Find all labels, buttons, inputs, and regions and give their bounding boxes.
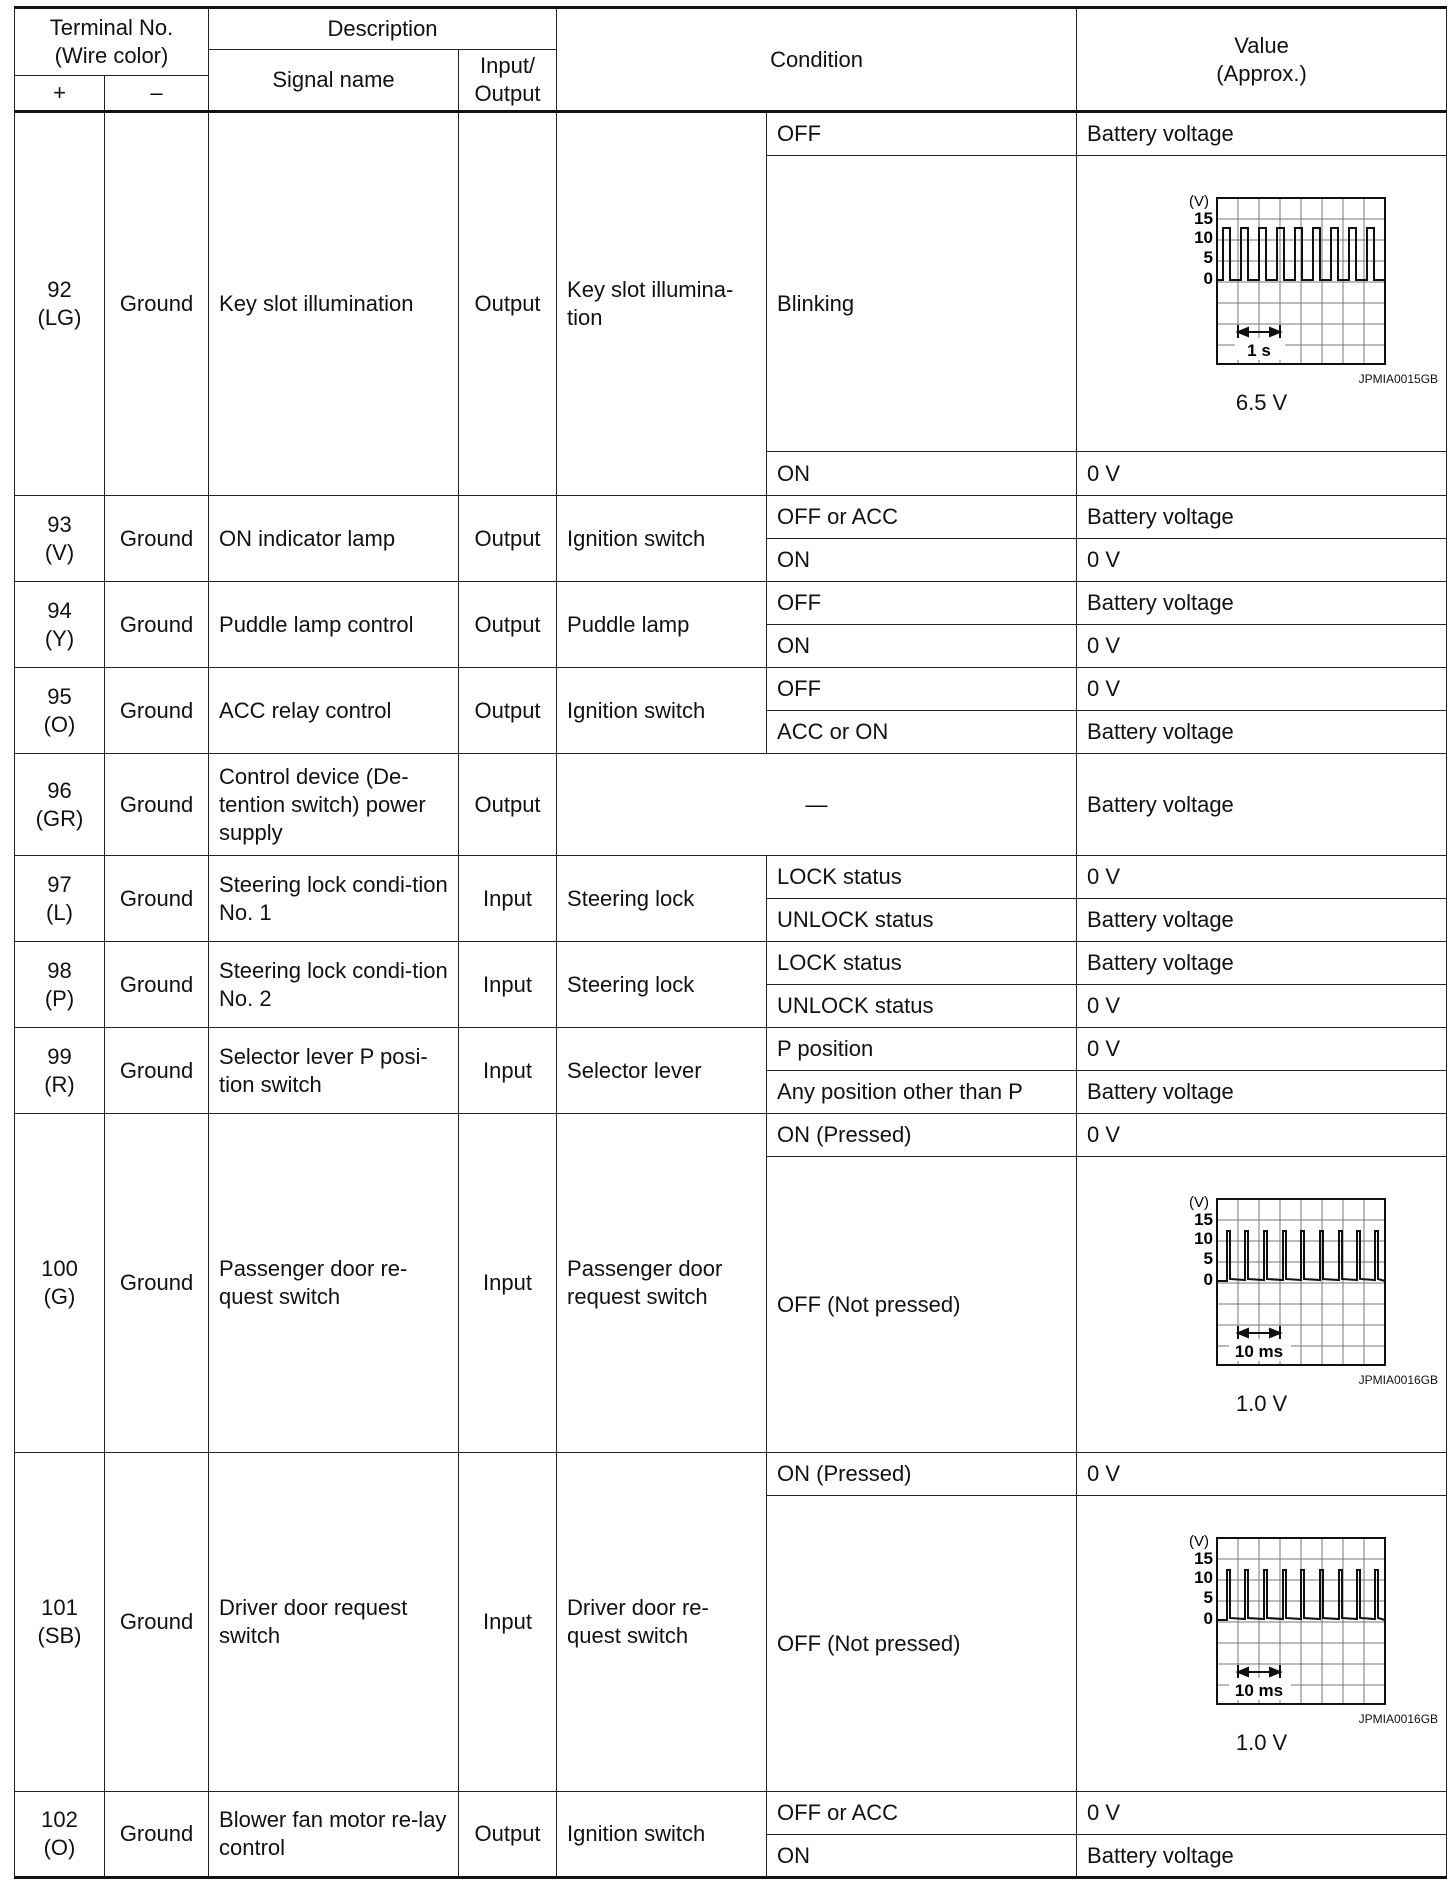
state-cell: LOCK status xyxy=(767,942,1077,985)
condition-header: Condition xyxy=(557,8,1077,112)
value-cell: Battery voltage xyxy=(1077,1835,1447,1878)
table-row xyxy=(15,1114,1447,1157)
state-cell: Any position other than P xyxy=(767,1071,1077,1114)
wave-tick-15: 15 xyxy=(1193,1209,1213,1229)
waveform-value: 1.0 V xyxy=(1235,1729,1288,1755)
condition-cell: Steering lock xyxy=(557,856,767,942)
signal-name-cell: Steering lock condi-tion No. 2 xyxy=(209,942,459,1028)
ground-cell: Ground xyxy=(105,942,209,1028)
value-cell: Battery voltage xyxy=(1077,754,1447,856)
terminal-cell xyxy=(15,1453,105,1792)
wave-tick-5: 5 xyxy=(1203,1587,1213,1607)
wave-tick-10: 10 xyxy=(1193,1567,1213,1587)
waveform-cell xyxy=(1077,156,1447,452)
io-cell: Output xyxy=(459,582,557,668)
figure-code: JPMIA0016GB xyxy=(1358,1372,1439,1387)
figure-code: JPMIA0015GB xyxy=(1358,371,1439,386)
value-cell: 0 V xyxy=(1077,625,1447,668)
signal-name-cell: Steering lock condi-tion No. 1 xyxy=(209,856,459,942)
plus-header: + xyxy=(15,76,105,112)
terminal-number: 97 xyxy=(47,871,72,897)
signal-name-cell: ON indicator lamp xyxy=(209,496,459,582)
value-cell: 0 V xyxy=(1077,452,1447,496)
io-cell: Input xyxy=(459,1114,557,1453)
io-cell: Input xyxy=(459,1028,557,1114)
value-cell: 0 V xyxy=(1077,668,1447,711)
state-cell: ON (Pressed) xyxy=(767,1114,1077,1157)
io-cell: Output xyxy=(459,754,557,856)
wave-time-label: 10 ms xyxy=(1234,1341,1283,1361)
value-cell: 0 V xyxy=(1077,1792,1447,1835)
state-cell: UNLOCK status xyxy=(767,899,1077,942)
wave-tick-0: 0 xyxy=(1203,268,1213,288)
condition-cell: Driver door re-quest switch xyxy=(557,1453,767,1792)
terminal-cell xyxy=(15,496,105,582)
state-cell: UNLOCK status xyxy=(767,985,1077,1028)
io-cell: Output xyxy=(459,668,557,754)
wave-unit: (V) xyxy=(1188,1532,1209,1550)
terminal-cell xyxy=(15,582,105,668)
terminal-number: 100 xyxy=(41,1256,78,1281)
figure-code: JPMIA0016GB xyxy=(1358,1711,1439,1726)
signal-name-cell: Passenger door re-quest switch xyxy=(209,1114,459,1453)
state-cell: ON (Pressed) xyxy=(767,1453,1077,1496)
table-row xyxy=(15,582,1447,625)
state-cell: OFF xyxy=(767,112,1077,156)
io-cell: Input xyxy=(459,856,557,942)
ground-cell: Ground xyxy=(105,1028,209,1114)
condition-cell: Ignition switch xyxy=(557,668,767,754)
terminal-no-label: Terminal No. xyxy=(49,15,174,40)
table-row xyxy=(15,112,1447,156)
value-cell: 0 V xyxy=(1077,856,1447,899)
wire-color-label: (Wire color) xyxy=(54,43,169,68)
approx-label: (Approx.) xyxy=(1216,60,1307,86)
terminal-cell xyxy=(15,112,105,496)
condition-cell: Key slot illumina-tion xyxy=(557,112,767,496)
wire-color: (R) xyxy=(44,1071,75,1097)
waveform-square xyxy=(1137,192,1387,368)
state-cell: OFF (Not pressed) xyxy=(767,1496,1077,1792)
io-label-1: Input/ xyxy=(480,53,536,78)
ground-cell: Ground xyxy=(105,1453,209,1792)
wire-color: (P) xyxy=(44,985,75,1011)
value-cell: 0 V xyxy=(1077,539,1447,582)
wire-color: (GR) xyxy=(35,805,84,831)
terminal-number: 101 xyxy=(41,1595,78,1620)
ground-cell: Ground xyxy=(105,496,209,582)
table-row xyxy=(15,754,1447,856)
wire-color: (L) xyxy=(46,899,73,925)
value-cell: Battery voltage xyxy=(1077,1071,1447,1114)
wave-unit: (V) xyxy=(1188,1193,1209,1211)
terminal-number: 94 xyxy=(47,597,72,623)
waveform-trace xyxy=(1217,1570,1385,1620)
wire-color: (SB) xyxy=(37,1623,82,1648)
wire-color: (O) xyxy=(43,711,76,737)
signal-name-header: Signal name xyxy=(209,50,459,112)
value-cell: 0 V xyxy=(1077,1114,1447,1157)
table-row xyxy=(15,1792,1447,1835)
wire-color: (O) xyxy=(43,1835,76,1860)
condition-cell: Selector lever xyxy=(557,1028,767,1114)
state-cell: OFF or ACC xyxy=(767,1792,1077,1835)
waveform-trace xyxy=(1217,228,1385,280)
ground-cell: Ground xyxy=(105,668,209,754)
value-cell: Battery voltage xyxy=(1077,112,1447,156)
value-cell: Battery voltage xyxy=(1077,899,1447,942)
value-label: Value xyxy=(1234,32,1289,58)
terminal-cell xyxy=(15,668,105,754)
io-header xyxy=(459,50,557,112)
terminal-cell xyxy=(15,1792,105,1878)
terminal-cell xyxy=(15,1114,105,1453)
waveform-pulse xyxy=(1137,1532,1387,1708)
state-cell: Blinking xyxy=(767,156,1077,452)
state-cell: ON xyxy=(767,625,1077,668)
wave-tick-10: 10 xyxy=(1193,227,1213,247)
state-cell: ACC or ON xyxy=(767,711,1077,754)
wire-color: (G) xyxy=(43,1284,76,1309)
signal-name-cell: ACC relay control xyxy=(209,668,459,754)
waveform-value: 6.5 V xyxy=(1235,389,1288,415)
value-cell: 0 V xyxy=(1077,1453,1447,1496)
wire-color: (Y) xyxy=(44,625,75,651)
io-label-2: Output xyxy=(474,81,541,106)
state-cell: OFF xyxy=(767,582,1077,625)
wave-time-label: 10 ms xyxy=(1234,1680,1283,1700)
table-row xyxy=(15,1453,1447,1496)
value-cell: 0 V xyxy=(1077,1028,1447,1071)
state-cell: ON xyxy=(767,539,1077,582)
wave-tick-0: 0 xyxy=(1203,1269,1213,1289)
condition-cell: Ignition switch xyxy=(557,496,767,582)
ground-cell: Ground xyxy=(105,1114,209,1453)
table-row xyxy=(15,856,1447,899)
terminal-cell xyxy=(15,1028,105,1114)
wave-tick-0: 0 xyxy=(1203,1608,1213,1628)
value-header xyxy=(1077,8,1447,112)
wave-unit: (V) xyxy=(1188,192,1209,210)
wave-tick-10: 10 xyxy=(1193,1228,1213,1248)
terminal-cell xyxy=(15,754,105,856)
condition-cell: — xyxy=(557,754,1077,856)
wave-time-label: 1 s xyxy=(1246,340,1271,360)
condition-cell: Passenger door request switch xyxy=(557,1114,767,1453)
terminal-no-header xyxy=(15,8,209,76)
waveform-trace xyxy=(1217,1231,1385,1281)
value-cell: Battery voltage xyxy=(1077,582,1447,625)
terminal-number: 92 xyxy=(47,277,72,302)
state-cell: OFF xyxy=(767,668,1077,711)
io-cell: Input xyxy=(459,942,557,1028)
wave-tick-15: 15 xyxy=(1193,1548,1213,1568)
ground-cell: Ground xyxy=(105,754,209,856)
condition-cell: Ignition switch xyxy=(557,1792,767,1878)
value-cell: Battery voltage xyxy=(1077,942,1447,985)
waveform-cell xyxy=(1077,1496,1447,1792)
terminal-number: 95 xyxy=(47,683,72,709)
terminal-cell xyxy=(15,942,105,1028)
value-cell: Battery voltage xyxy=(1077,711,1447,754)
signal-name-cell: Selector lever P posi-tion switch xyxy=(209,1028,459,1114)
state-cell: OFF (Not pressed) xyxy=(767,1157,1077,1453)
table-row xyxy=(15,942,1447,985)
io-cell: Output xyxy=(459,496,557,582)
condition-cell: Steering lock xyxy=(557,942,767,1028)
waveform-pulse xyxy=(1137,1193,1387,1369)
io-cell: Output xyxy=(459,1792,557,1878)
terminal-spec-table xyxy=(14,6,1447,1879)
state-cell: P position xyxy=(767,1028,1077,1071)
io-cell: Output xyxy=(459,112,557,496)
minus-header: – xyxy=(105,76,209,112)
wire-color: (V) xyxy=(44,539,75,565)
waveform-value: 1.0 V xyxy=(1235,1390,1288,1416)
wave-tick-5: 5 xyxy=(1203,247,1213,267)
waveform-cell xyxy=(1077,1157,1447,1453)
wave-tick-15: 15 xyxy=(1193,208,1213,228)
condition-cell: Puddle lamp xyxy=(557,582,767,668)
ground-cell: Ground xyxy=(105,112,209,496)
terminal-number: 96 xyxy=(47,777,72,803)
state-cell: ON xyxy=(767,1835,1077,1878)
terminal-number: 99 xyxy=(47,1043,72,1069)
value-cell: 0 V xyxy=(1077,985,1447,1028)
ground-cell: Ground xyxy=(105,856,209,942)
table-row xyxy=(15,1028,1447,1071)
signal-name-cell: Driver door request switch xyxy=(209,1453,459,1792)
signal-name-cell: Key slot illumination xyxy=(209,112,459,496)
terminal-number: 98 xyxy=(47,957,72,983)
description-header: Description xyxy=(209,8,557,50)
io-cell: Input xyxy=(459,1453,557,1792)
table-row xyxy=(15,668,1447,711)
signal-name-cell: Control device (De-tention switch) power supply xyxy=(209,754,459,856)
terminal-cell xyxy=(15,856,105,942)
ground-cell: Ground xyxy=(105,1792,209,1878)
wire-color: (LG) xyxy=(37,305,82,330)
value-cell: Battery voltage xyxy=(1077,496,1447,539)
wave-tick-5: 5 xyxy=(1203,1248,1213,1268)
state-cell: LOCK status xyxy=(767,856,1077,899)
state-cell: OFF or ACC xyxy=(767,496,1077,539)
terminal-number: 102 xyxy=(41,1807,78,1832)
state-cell: ON xyxy=(767,452,1077,496)
signal-name-cell: Blower fan motor re-lay control xyxy=(209,1792,459,1878)
signal-name-cell: Puddle lamp control xyxy=(209,582,459,668)
ground-cell: Ground xyxy=(105,582,209,668)
terminal-number: 93 xyxy=(47,511,72,537)
table-row xyxy=(15,496,1447,539)
